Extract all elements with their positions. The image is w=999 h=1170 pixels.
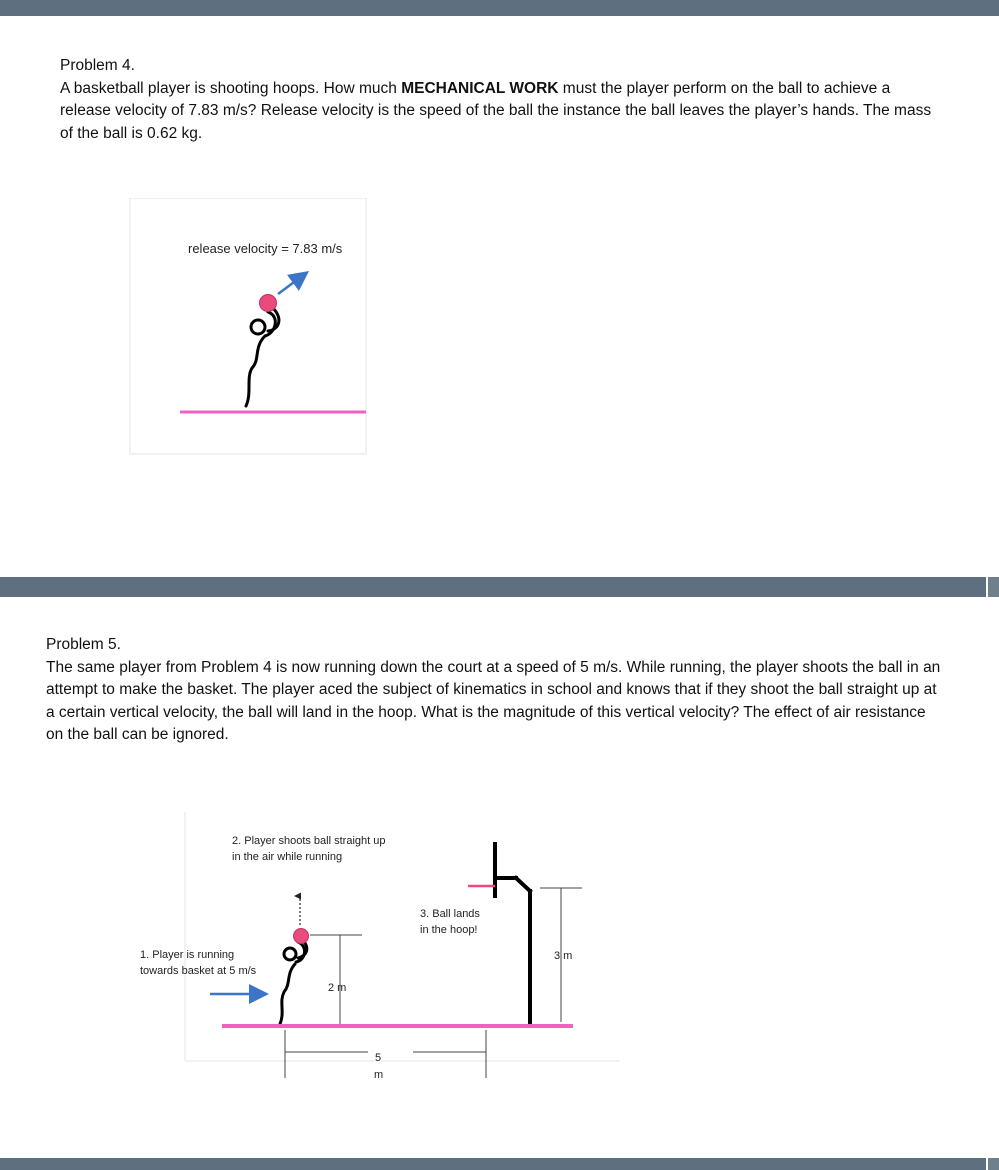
middle-divider-bar bbox=[0, 577, 986, 597]
problem-4 bbox=[60, 55, 940, 145]
problem-5-figure bbox=[130, 808, 630, 1093]
problem-5 bbox=[46, 634, 946, 747]
step-1-label-line-2: towards basket at 5 m/s bbox=[140, 965, 257, 977]
problem-4-emphasis: MECHANICAL WORK bbox=[401, 79, 559, 97]
problem-4-figure bbox=[128, 198, 368, 456]
distance-unit: m bbox=[374, 1069, 384, 1081]
step-3-label-line-2: in the hoop! bbox=[420, 924, 478, 936]
basketball bbox=[260, 295, 277, 312]
distance-number: 5 bbox=[375, 1052, 382, 1064]
problem-5-title: Problem 5. bbox=[46, 636, 121, 653]
bottom-divider-bar bbox=[0, 1158, 986, 1170]
problem-4-intro: A basketball player is shooting hoops. How much bbox=[60, 79, 402, 97]
release-velocity-label: release velocity = 7.83 m/s bbox=[188, 241, 343, 256]
ball-in-air bbox=[294, 929, 309, 944]
middle-divider-tab bbox=[988, 577, 999, 597]
step-1-label-line-1: 1. Player is running bbox=[140, 949, 235, 961]
step-3-label-line-1: 3. Ball lands bbox=[420, 908, 480, 920]
problem-4-title: Problem 4. bbox=[60, 57, 135, 74]
figure-frame bbox=[130, 198, 366, 454]
basket-hoop bbox=[495, 844, 530, 1026]
problem-5-text: The same player from Problem 4 is now running down the court at a speed of 5 m/s. While running, the player shoots the ball in an attempt to make the basket. The player aced the subject of kinematics in school and knows that if they shoot the ball straight up at a certain vertical velocity, the ball will land in the hoop. What is the magnitude of this vertical velocity? The effect of air resistance on the ball can be ignored. bbox=[46, 658, 941, 743]
velocity-arrow bbox=[278, 274, 305, 294]
height-2m-label: 2 m bbox=[328, 982, 347, 994]
bottom-divider-tab bbox=[988, 1158, 999, 1170]
height-3m-label: 3 m bbox=[554, 950, 573, 962]
player-stick-figure bbox=[246, 308, 279, 406]
runner-stick-figure bbox=[280, 939, 307, 1024]
problem-4-rest: must the player perform on the ball to achieve a release velocity of 7.83 m/s? Release velocity is the speed of the ball the instance the ball leaves the player’s hands. The mass of the ball is 0.62 kg. bbox=[60, 79, 932, 142]
step-2-label-line-2: in the air while running bbox=[232, 851, 343, 863]
step-2-label-line-1: 2. Player shoots ball straight up bbox=[232, 835, 386, 847]
top-divider-bar bbox=[0, 0, 999, 16]
